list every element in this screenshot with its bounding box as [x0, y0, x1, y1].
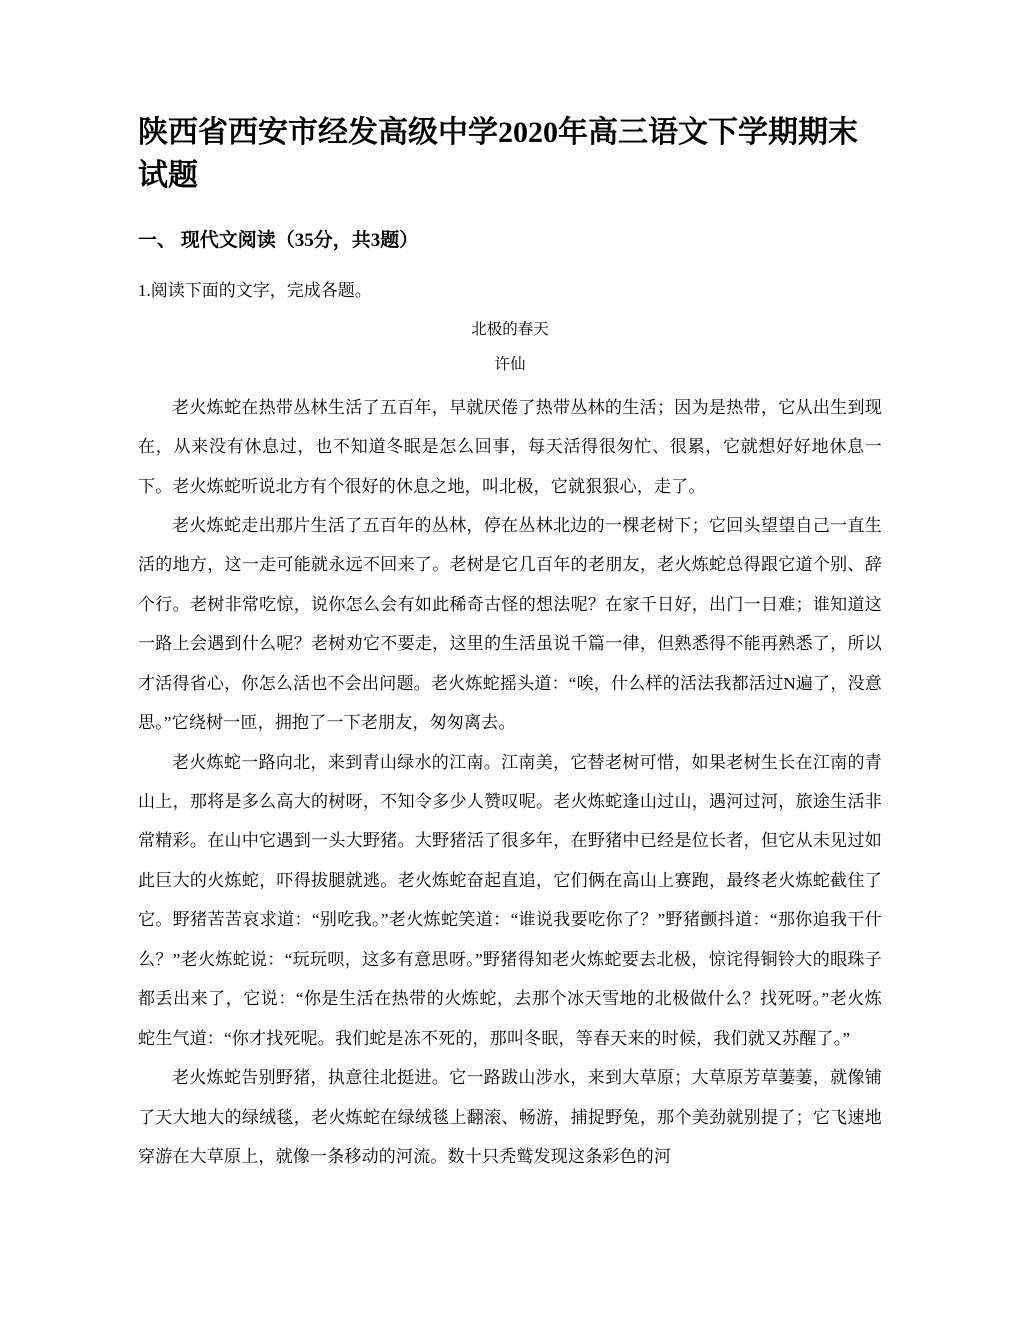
- section-heading: 一、 现代文阅读（35分，共3题）: [138, 230, 419, 252]
- passage-paragraph: 老火炼蛇走出那片生活了五百年的丛林，停在丛林北边的一棵老树下；它回头望望自己一直生活的地方，这一走可能就永远不回来了。老树是它几百年的老朋友，老火炼蛇总得跟它道个别、辞个行。老树非常吃惊，说你怎么会有如此稀奇古怪的想法呢？在家千日好，出门一日难；谁知道这一路上会遇到什么呢？老树劝它不要走，这里的生活虽说千篇一律，但熟悉得不能再熟悉了，所以才活得省心，你怎么活也不会出问题。老火炼蛇摇头道：“唉，什么样的活法我都活过N遍了，没意思。”它绕树一匝，拥抱了一下老朋友，匆匆离去。: [138, 515, 882, 733]
- passage-title: 北极的春天: [471, 321, 549, 339]
- passage-paragraph: 老火炼蛇一路向北，来到青山绿水的江南。江南美，它替老树可惜，如果老树生长在江南的青山上，那将是多么高大的树呀，不知令多少人赞叹呢。老火炼蛇逢山过山，遇河过河，旅途生活非常精彩。在山中它遇到一头大野猪。大野猪活了很多年，在野猪中已经是位长者，但它从未见过如此巨大的火炼蛇，吓得拔腿就逃。老火炼蛇奋起直追，它们俩在高山上赛跑，最终老火炼蛇截住了它。野猪苦苦哀求道：“别吃我。”老火炼蛇笑道：“谁说我要吃你了？”野猪颤抖道：“那你追我干什么？”老火炼蛇说：“玩玩呗，这多有意思呀。”野猪得知老火炼蛇要去北极，惊诧得铜铃大的眼珠子都丢出来了，它说：“你是生活在热带的火炼蛇，去那个冰天雪地的北极做什么？找死呀。”老火炼蛇生气道：“你才找死呢。我们蛇是冻不死的，那叫冬眠，等春天来的时候，我们就又苏醒了。”: [138, 752, 882, 1048]
- question-prompt: 1.阅读下面的文字，完成各题。: [138, 280, 372, 300]
- passage-paragraph: 老火炼蛇在热带丛林生活了五百年，早就厌倦了热带丛林的生活；因为是热带，它从出生到现在，从来没有休息过，也不知道冬眠是怎么回事，每天活得很匆忙、很累，它就想好好地休息一下。老火炼蛇听说北方有个很好的休息之地，叫北极，它就狠狠心，走了。: [138, 397, 882, 496]
- page-title: 陕西省西安市经发高级中学2020年高三语文下学期期末试题: [138, 116, 858, 192]
- passage-paragraph: 老火炼蛇告别野猪，执意往北挺进。它一路跋山涉水，来到大草原；大草原芳草萋萋，就像铺了天大地大的绿绒毯，老火炼蛇在绿绒毯上翻滚、畅游，捕捉野兔，那个美劲就别提了；它飞速地穿游在大草原上，就像一条移动的河流。数十只秃鹫发现这条彩色的河: [138, 1068, 882, 1166]
- passage-author: 许仙: [494, 355, 526, 373]
